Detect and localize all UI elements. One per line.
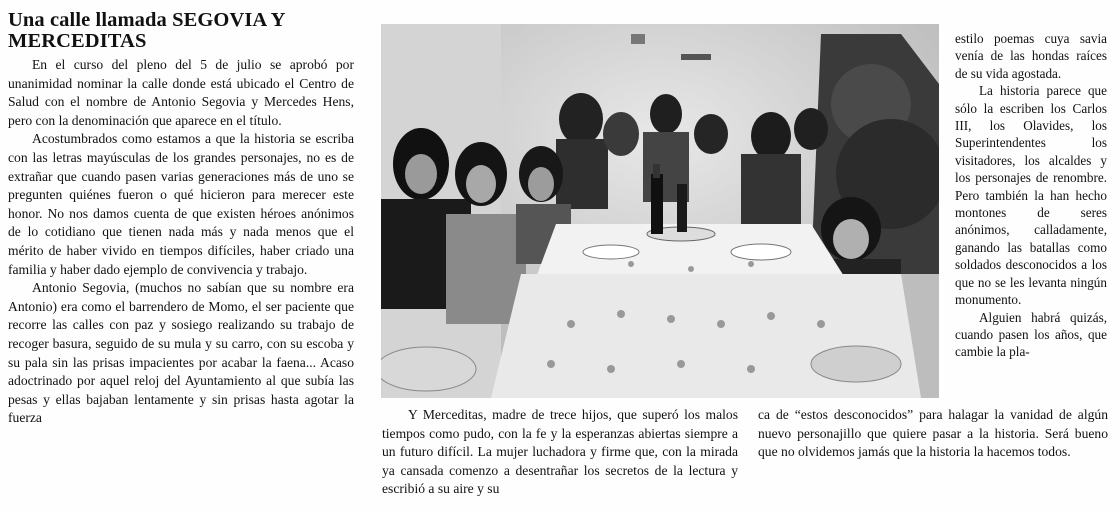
- article-paragraph-1: En el curso del pleno del 5 de julio se aprobó por unanimidad nominar la calle donde está ubicado el Centro de Salud con el nombre de Antonio Segovia y Mercedes Hens, pero con la denominación que aparece en el título.: [8, 57, 354, 128]
- article-column-3-bottom: [758, 406, 1108, 462]
- article-paragraph-3: Antonio Segovia, (muchos no sabían que su nombre era Antonio) era como el barrendero de Momo, el ser paciente que recorre las calles con paz y sosiego realizando su trabajo de recoger basura, seguido de su mula y su carro, con su escoba y su pala sin las prisas impacientes por acabar la faena... Acaso adoctrinado por aquel reloj del Ayuntamiento al que subía las pesas y ellas bajaban lentamente y sin prisas hasta agotar la fuerza: [8, 280, 354, 426]
- column-3-paragraph-2: La historia parece que sólo la escriben los Carlos III, los Olavides, los Superintendentes los visitadores, los alcaldes y los personajes de renombre. Pero también la han hecho montones de seres anónimos, calladamente, ganando las batallas como soldados desconocidos a los que no se les levanta ningún monumento.: [955, 83, 1107, 308]
- article-column-2: [382, 406, 738, 499]
- article-column-3-top: [955, 30, 1107, 361]
- column-3-paragraph-3: Alguien habrá quizás, cuando pasen los años, que cambie la pla-: [955, 309, 1107, 360]
- article-title: Una calle llamada SEGOVIA Y MERCEDITAS: [8, 9, 285, 52]
- column-3-paragraph-1: estilo poemas cuya savia venía de las hondas raíces de su vida agostada.: [955, 31, 1107, 81]
- column-3-bottom-paragraph: ca de “estos desconocidos” para halagar la vanidad de algún nuevo personajillo que quiere pasar a la historia. Será bueno que no olvidemos jamás que la historia la hacemos todos.: [758, 407, 1108, 460]
- column-2-paragraph: Y Merceditas, madre de trece hijos, que superó los malos tiempos como pudo, con la fe y la esperanzas abiertas siempre a un futuro difícil. La mujer luchadora y firme que, con la mirada ya cansada comenzo a desentrañar los secretos de la lectura y escribió a su aire y su: [382, 407, 738, 497]
- article-paragraph-2: Acostumbrados como estamos a que la historia se escriba con las letras mayúsculas de los grandes personajes, no es de extrañar que cuando pasen varias generaciones más de uno se pregunten quiénes fueron o qué hicieron para merecer este honor. No nos damos cuenta de que existen héroes anónimos de lo cotidiano que tienen nada más y nada menos que el mérito de haber vivido en tiempos difíciles, haber criado una familia y haber dado ejemplo de convivencia y trabajo.: [8, 131, 354, 277]
- family-dinner-photo-icon: [381, 24, 939, 398]
- article-column-1: [8, 10, 354, 428]
